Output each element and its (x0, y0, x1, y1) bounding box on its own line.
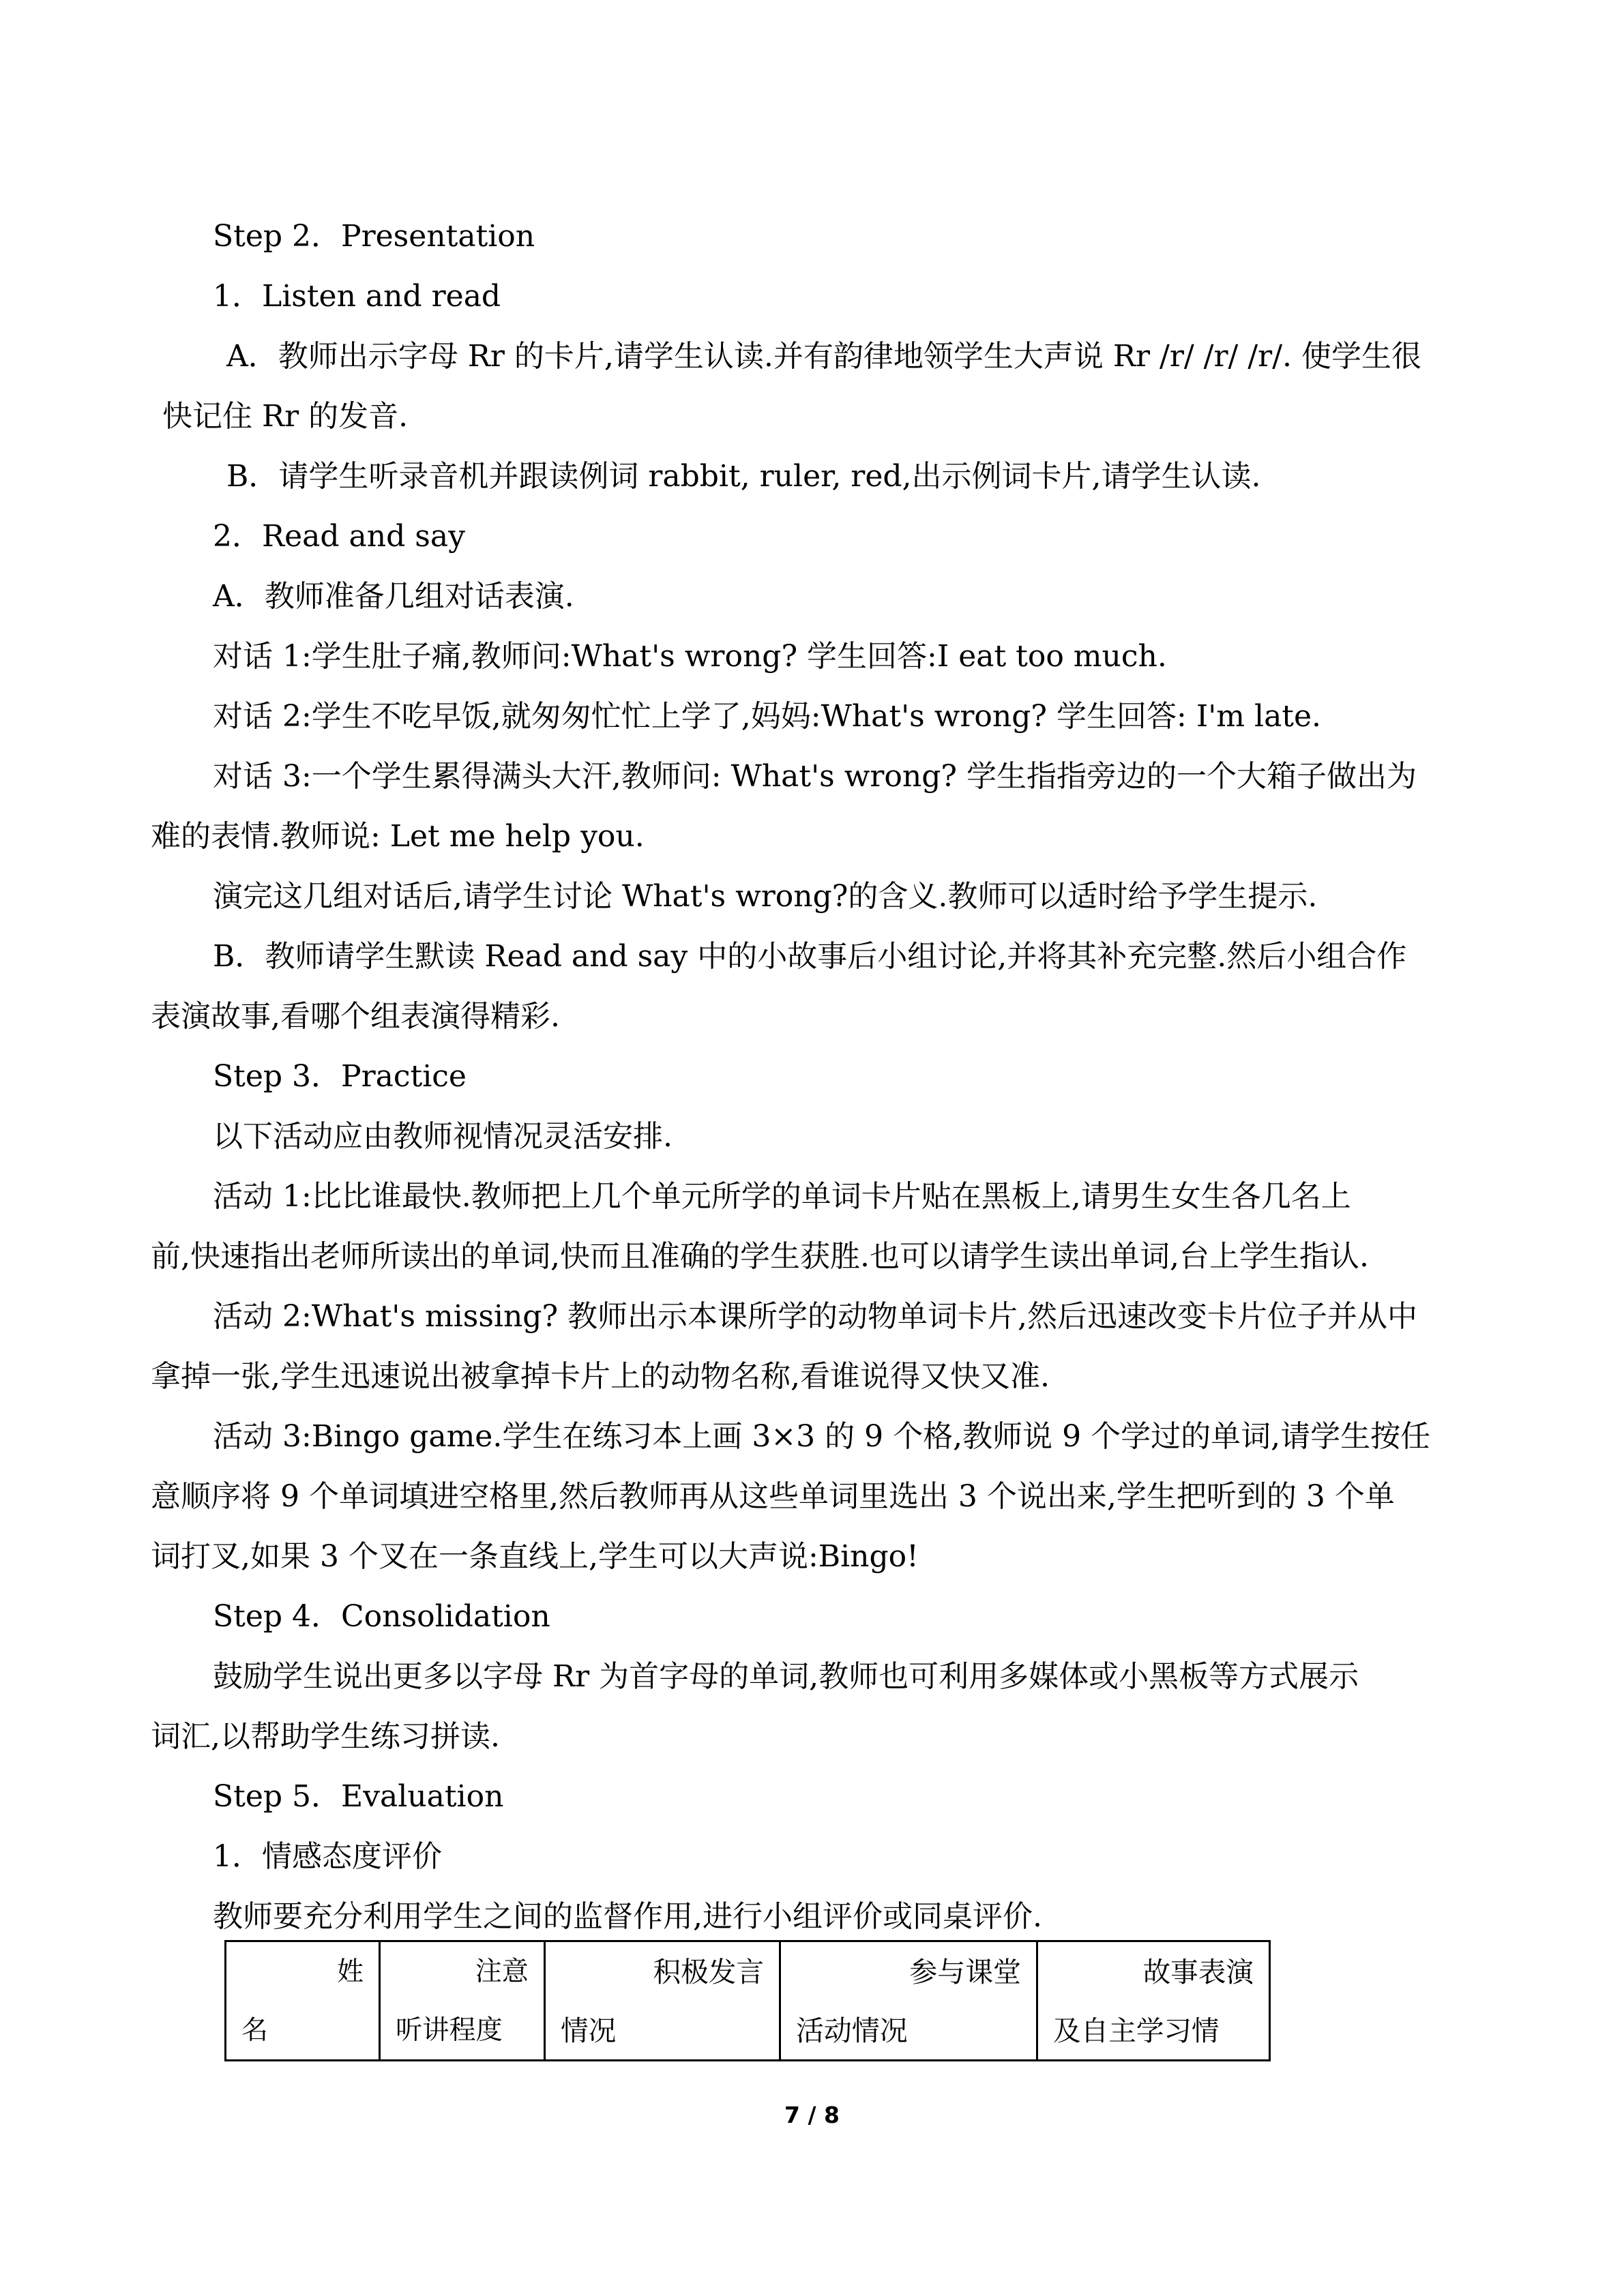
table-header-cell-name (226, 1941, 380, 2061)
header-text: 注意 (475, 1956, 529, 1987)
paragraph-line: 对话 1:学生肚子痛,教师问:What's wrong? 学生回答:I eat too much. (213, 639, 1167, 674)
header-text: 及自主学习情 (1053, 2014, 1220, 2047)
paragraph-line: 词汇,以帮助学生练习拼读. (151, 1719, 500, 1754)
header-text: 姓 (337, 1956, 364, 1987)
paragraph-line: A．教师准备几组对话表演. (213, 579, 574, 614)
table-header-row (226, 1941, 1270, 2061)
paragraph-line: 对话 3:一个学生累得满头大汗,教师问: What's wrong? 学生指指旁边的一个大箱子做出为 (213, 759, 1417, 794)
paragraph-line: 前,快速指出老师所读出的单词,快而且准确的学生获胜.也可以请学生读出单词,台上学生指认. (151, 1239, 1369, 1274)
heading-step2-presentation: Step 2．Presentation (213, 219, 535, 254)
paragraph-line: 教师要充分利用学生之间的监督作用,进行小组评价或同桌评价. (213, 1899, 1042, 1934)
header-text: 名 (241, 2015, 268, 2046)
paragraph-line: 对话 2:学生不吃早饭,就匆匆忙忙上学了,妈妈:What's wrong? 学生回答: I'm late. (213, 699, 1322, 734)
paragraph-line: 快记住 Rr 的发音. (162, 399, 409, 434)
paragraph-line: 表演故事,看哪个组表演得精彩. (151, 999, 560, 1034)
heading-step5-evaluation: Step 5．Evaluation (213, 1779, 504, 1814)
header-text: 听讲程度 (396, 2015, 503, 2046)
header-text: 故事表演 (1142, 1956, 1254, 1988)
paragraph-line: 活动 2:What's missing? 教师出示本课所学的动物单词卡片,然后迅速改变卡片位子并从中 (213, 1299, 1418, 1334)
table-header-cell-performance (1037, 1941, 1270, 2061)
subheading-read-and-say: 2．Read and say (213, 519, 465, 554)
paragraph-line: 意顺序将 9 个单词填进空格里,然后教师再从这些单词里选出 3 个说出来,学生把听到的 3 个单 (151, 1479, 1395, 1514)
table-header-cell-attention (380, 1941, 545, 2061)
table-header-cell-speaking (545, 1941, 780, 2061)
paragraph-line: 演完这几组对话后,请学生讨论 What's wrong?的含义.教师可以适时给予学生提示. (213, 879, 1318, 914)
header-text: 参与课堂 (909, 1956, 1021, 1988)
evaluation-table (224, 1940, 1271, 2061)
paragraph-line: 鼓励学生说出更多以字母 Rr 为首字母的单词,教师也可利用多媒体或小黑板等方式展示 (213, 1659, 1359, 1694)
page-number: 7 / 8 (784, 2102, 840, 2128)
heading-step4-consolidation: Step 4．Consolidation (213, 1599, 550, 1634)
paragraph-line: 拿掉一张,学生迅速说出被拿掉卡片上的动物名称,看谁说得又快又准. (151, 1359, 1050, 1394)
paragraph-line: B．教师请学生默读 Read and say 中的小故事后小组讨论,并将其补充完整.然后小组合作 (213, 939, 1407, 974)
header-text: 活动情况 (796, 2014, 908, 2047)
header-text: 积极发言 (653, 1956, 764, 1988)
paragraph-line: 难的表情.教师说: Let me help you. (151, 819, 645, 854)
paragraph-line: B．请学生听录音机并跟读例词 rabbit, ruler, red,出示例词卡片,请学生认读. (226, 459, 1261, 494)
subheading-listen-and-read: 1．Listen and read (213, 279, 501, 314)
heading-step3-practice: Step 3．Practice (213, 1059, 467, 1094)
table-header-cell-participation (780, 1941, 1037, 2061)
header-text: 情况 (561, 2014, 617, 2047)
subheading-attitude-evaluation: 1．情感态度评价 (213, 1839, 442, 1874)
paragraph-line: A．教师出示字母 Rr 的卡片,请学生认读.并有韵律地领学生大声说 Rr /r/ /r/ /r/. 使学生很 (226, 339, 1422, 374)
paragraph-line: 活动 1:比比谁最快.教师把上几个单元所学的单词卡片贴在黑板上,请男生女生各几名上 (213, 1179, 1351, 1214)
paragraph-line: 以下活动应由教师视情况灵活安排. (213, 1119, 673, 1154)
paragraph-line: 活动 3:Bingo game.学生在练习本上画 3×3 的 9 个格,教师说 9 个学过的单词,请学生按任 (213, 1419, 1431, 1454)
paragraph-line: 词打叉,如果 3 个叉在一条直线上,学生可以大声说:Bingo! (151, 1539, 919, 1574)
